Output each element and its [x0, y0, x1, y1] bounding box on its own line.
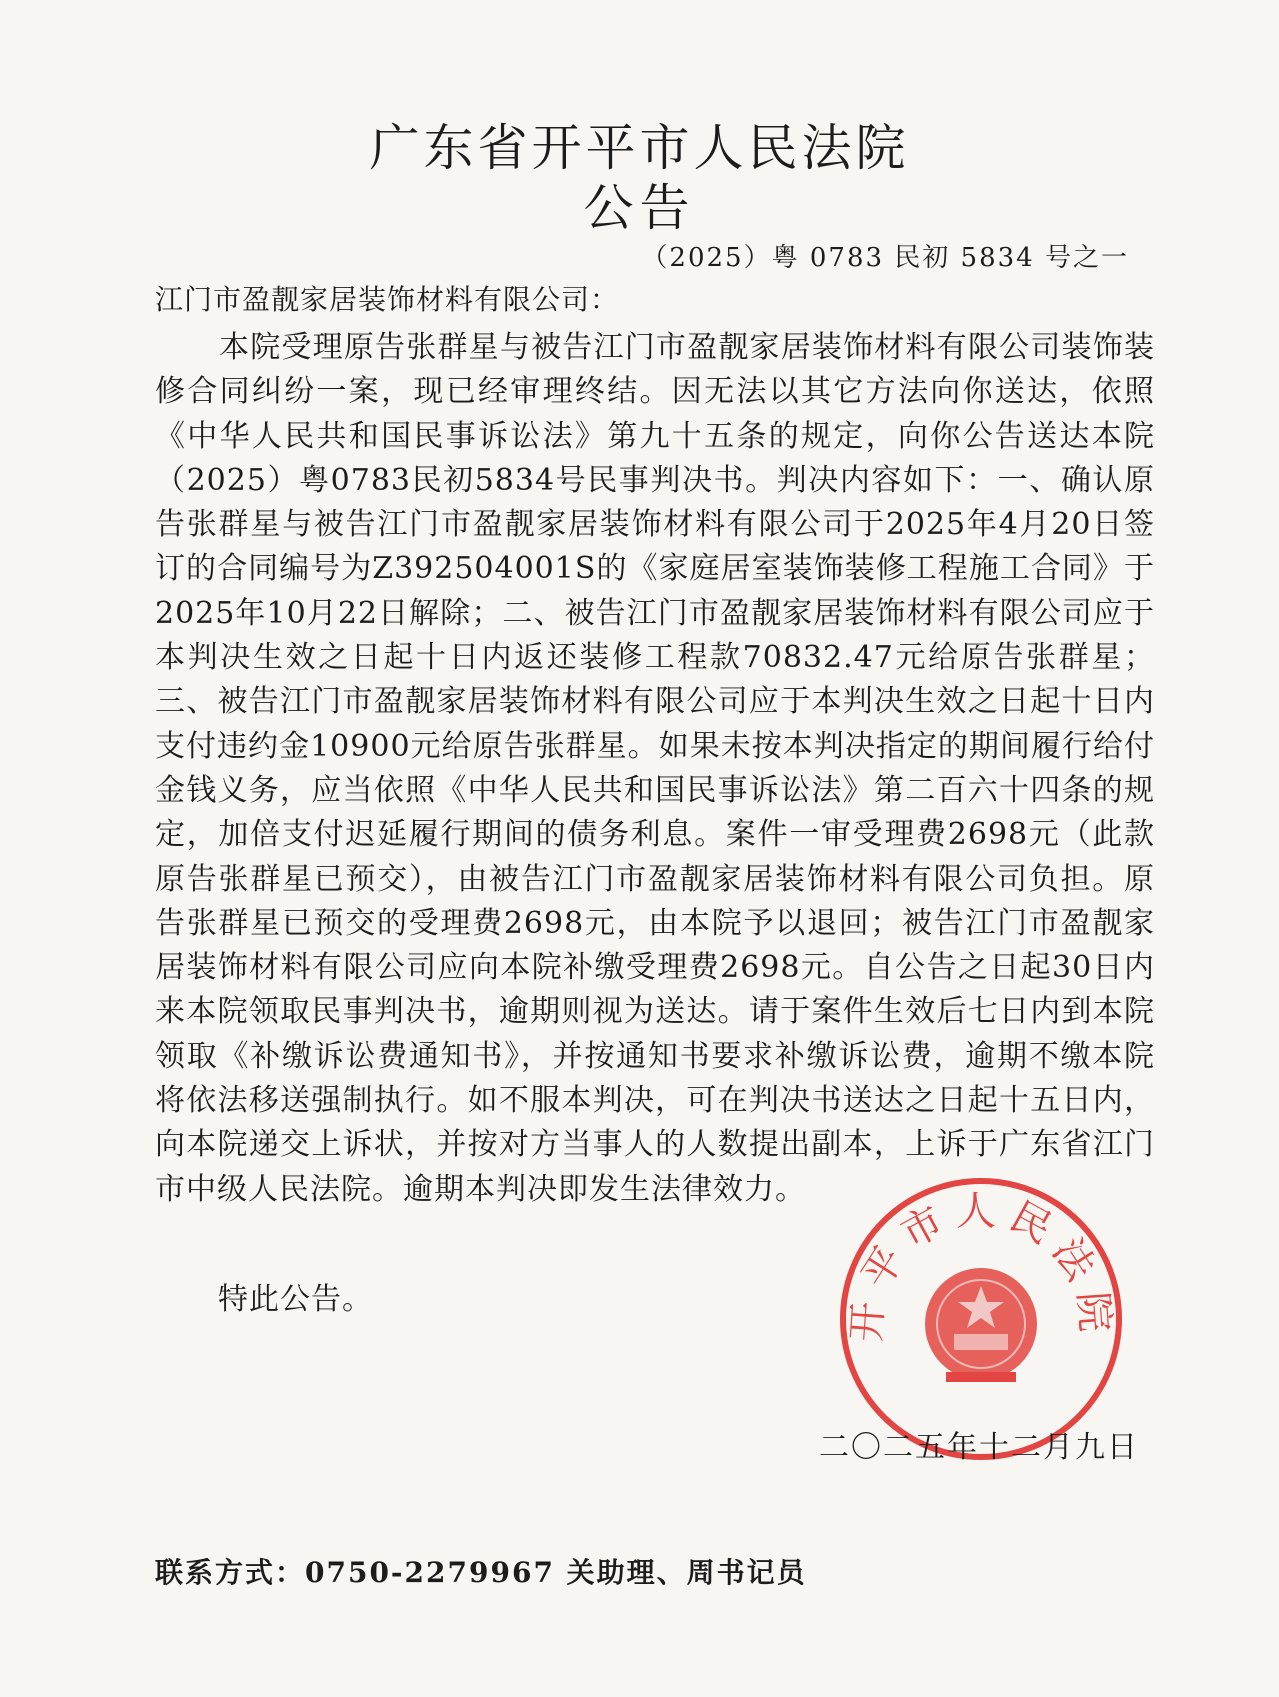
contact-info: 联系方式：0750-2279967 关助理、周书记员: [155, 1556, 807, 1589]
seal-text: 开平市人民法院: [843, 1188, 1119, 1344]
court-seal-icon: [836, 1174, 1126, 1464]
announcement-body: 本院受理原告张群星与被告江门市盈靓家居装饰材料有限公司装饰装修合同纠纷一案，现已经审理终结。因无法以其它方法向你送达，依照《中华人民共和国民事诉讼法》第九十五条的规定，向你公告送达本院（2025）粤0783民初5834号民事判决书。判决内容如下：一、确认原告张群星与被告江门市盈靓家居装饰材料有限公司于2025年4月20日签订的合同编号为Z392504001S的《家庭居室装饰装修工程施工合同》于2025年10月22日解除；二、被告江门市盈靓家居装饰材料有限公司应于本判决生效之日起十日内返还装修工程款70832.47元给原告张群星；三、被告江门市盈靓家居装饰材料有限公司应于本判决生效之日起十日内支付违约金10900元给原告张群星。如果未按本判决指定的期间履行给付金钱义务，应当依照《中华人民共和国民事诉讼法》第二百六十四条的规定，加倍支付迟延履行期间的债务利息。案件一审受理费2698元（此款原告张群星已预交），由被告江门市盈靓家居装饰材料有限公司负担。原告张群星已预交的受理费2698元，由本院予以退回；被告江门市盈靓家居装饰材料有限公司应向本院补缴受理费2698元。自公告之日起30日内来本院领取民事判决书，逾期则视为送达。请于案件生效后七日内到本院领取《补缴诉讼费通知书》，并按通知书要求补缴诉讼费，逾期不缴本院将依法移送强制执行。如不服本判决，可在判决书送达之日起十五日内，向本院递交上诉状，并按对方当事人的人数提出副本，上诉于广东省江门市中级人民法院。逾期本判决即发生法律效力。: [155, 330, 1155, 1207]
case-number: （2025）粤 0783 民初 5834 号之一: [641, 243, 1129, 273]
court-title: 广东省开平市人民法院: [369, 119, 910, 177]
national-emblem-icon: [925, 1268, 1037, 1382]
document-type-title: 公告: [583, 179, 696, 237]
issue-date: 二〇二五年十二月九日: [819, 1430, 1139, 1465]
addressee: 江门市盈靓家居装饰材料有限公司：: [155, 283, 620, 316]
closing-statement: 特此公告。: [218, 1282, 373, 1317]
